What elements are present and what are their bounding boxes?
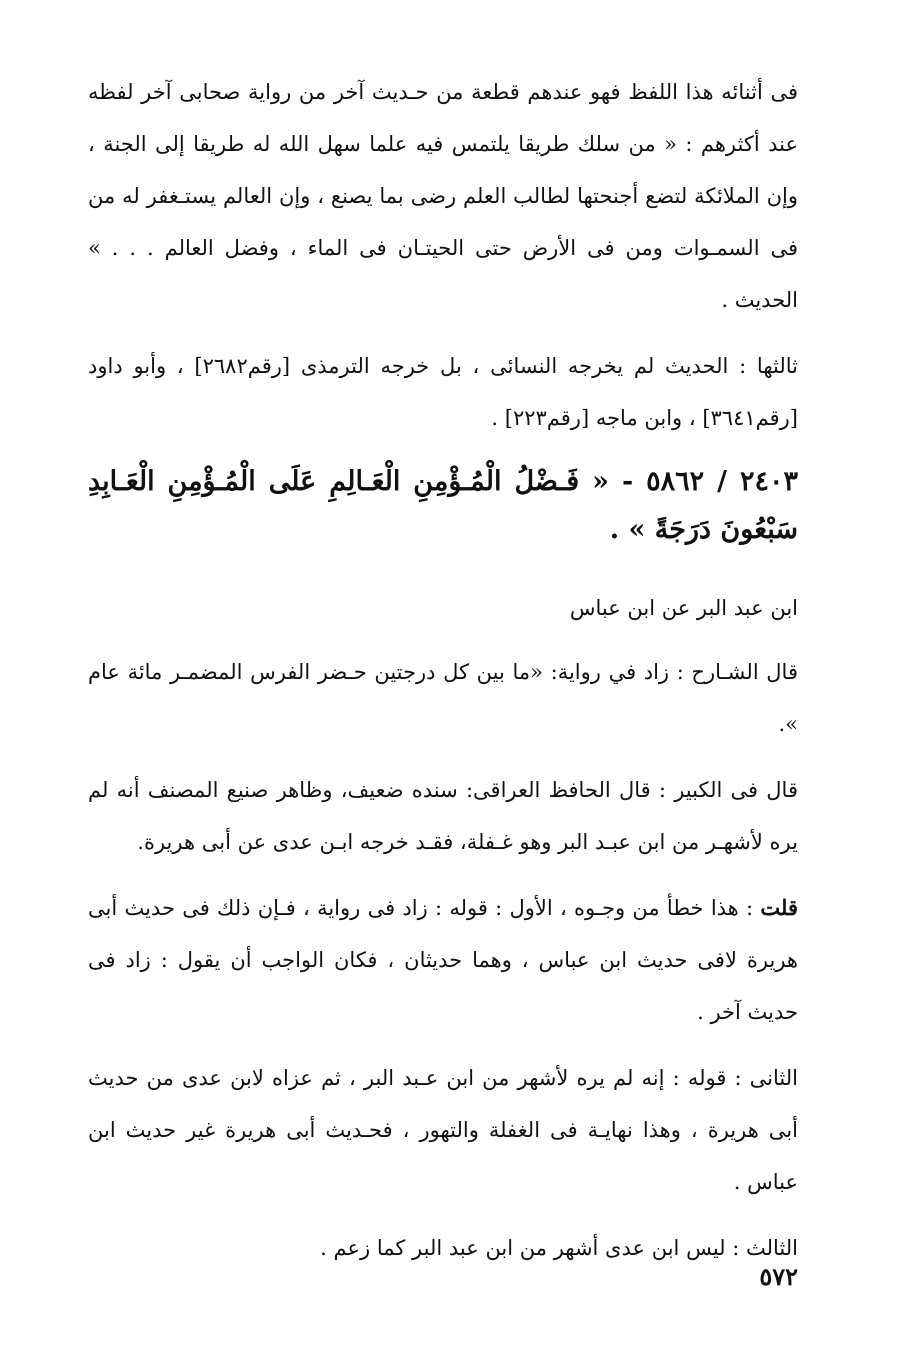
hadith-source: ابن عبد البر عن ابن عباس <box>569 596 798 620</box>
page-number: ٥٧٢ <box>759 1262 798 1291</box>
paragraph-second-point: الثانى : قوله : إنه لم يره لأشهر من ابن عـبد البر ، ثم عزاه لابن عدى من حديث أبى هريرة ، وهذا نهايـة فى الغفلة والتهور ، فحـديث أبى هريرة غير حديث ابن عباس . <box>88 1066 798 1194</box>
paragraph-qultu-body: : هذا خطأ من وجـوه ، الأول : قوله : زاد فى رواية ، فـإن ذلك فى حديث أبى هريرة لافى حديث ابن عباس ، وهما حديثان ، فكان الواجب أن يقول : زاد فى حديث آخر . <box>88 896 799 1024</box>
paragraph-lead-word: قلت <box>760 895 798 920</box>
paragraph-third-point: ثالثها : الحديث لم يخرجه النسائى ، بل خرجه الترمذى [رقم٢٦٨٢] ، وأبو داود [رقم٣٦٤١] ، وابن ماجه [رقم٢٢٣] . <box>88 354 798 430</box>
paragraph-continuation: فى أثنائه هذا اللفظ فهو عندهم قطعة من حـديث آخر من رواية صحابى آخر لفظه عند أكثرهم : « من سلك طريقا يلتمس فيه علما سهل الله له طريقا إلى الجنة ، وإن الملائكة لتضع أجنحتها لطالب العلم رضى بما يصنع ، وإن العالم يستـغفر له من فى السمـوات ومن فى الأرض حتى الحيتـان فى الماء ، وفضل العالم . . . » الحديث . <box>88 80 798 312</box>
paragraph-qultu <box>88 882 798 1038</box>
paragraph-al-kabir: قال فى الكبير : قال الحافظ العراقى: سنده ضعيف، وظاهر صنيع المصنف أنه لم يره لأشهـر من ابن عبـد البر وهو غـفلة، فقـد خرجه ابـن عدى عن أبى هريرة. <box>88 778 798 854</box>
paragraph-commentator: قال الشـارح : زاد في رواية: «ما بين كل درجتين حـضر الفرس المضمـر مائة عام ». <box>88 660 798 736</box>
page-text <box>88 66 798 1288</box>
hadith-heading: ٢٤٠٣ / ٥٨٦٢ - « فَـضْلُ الْمُـؤْمِنِ الْعَـالِمِ عَلَى الْمُـؤْمِنِ الْعَـابِدِ سَبْعُونَ دَرَجَةً » . <box>88 466 798 545</box>
paragraph-third-remark: الثالث : ليس ابن عدى أشهر من ابن عبد البر كما زعم . <box>320 1236 798 1260</box>
